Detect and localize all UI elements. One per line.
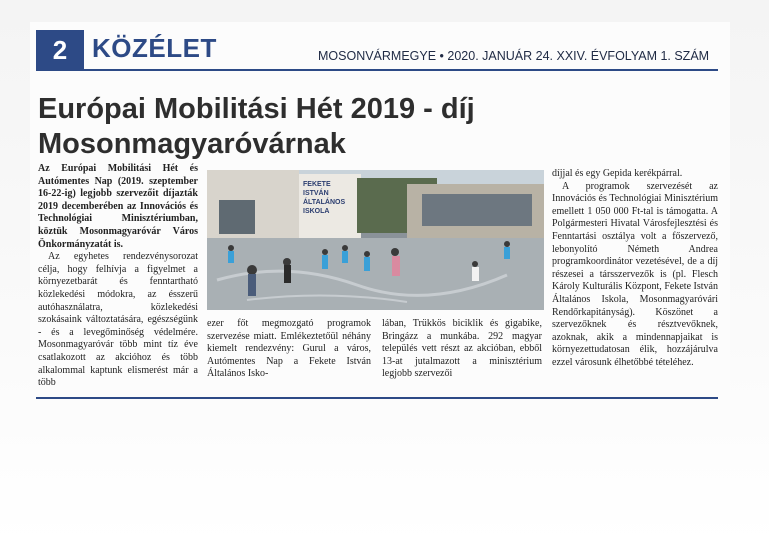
school-sign-line-3: ÁLTALÁNOS xyxy=(303,199,346,206)
header-rule xyxy=(36,69,718,71)
school-yard-photo xyxy=(207,170,544,310)
article-column-1 xyxy=(38,163,198,390)
article-lead: Az Európai Mobilitási Hét és Autómentes Nap (2019. szeptember 16-22-ig) legjobb szervezőit díjazták 2019 decemberében az Innovációs és Technológiai Minisztériumban, köztük Mosonmagyaróvár Város Önkormányzatát is. xyxy=(38,163,198,250)
article-column-2 xyxy=(207,318,371,381)
footer-rule xyxy=(36,397,718,399)
article-headline: Európai Mobilitási Hét 2019 - díj Mosonmagyaróvárnak xyxy=(38,93,475,160)
section-title: KÖZÉLET xyxy=(92,33,217,63)
article-body-3: lában, Trükkös biciklik és gigabike, Bringázz a munkába. 292 magyar település vett részt az akcióban, ebből 13-at jutalmazott a minisztérium legjobb szervezői xyxy=(382,318,542,380)
article-column-4 xyxy=(552,168,718,370)
school-sign-line-1: FEKETE xyxy=(303,181,331,188)
school-sign-line-4: ISKOLA xyxy=(303,208,330,215)
school-sign-line-2: ISTVÁN xyxy=(303,190,329,197)
article-body-1: Az egyhetes rendezvénysorozat célja, hogy felhívja a figyelmet a környezetbarát és fenntartható közlekedési módokra, az ésszerű autóhasználatra, közlekedési szokásaink változtatására, egészségünk - és a levegőminőség védelmére. Mosonmagyaróvár több mint tíz éve csatlakozott az akcióhoz és több alkalommal kaptunk elismerést már a több xyxy=(38,251,198,389)
article-body-4a: díjjal és egy Gepida kerékpárral. xyxy=(552,168,683,179)
page-number: 2 xyxy=(36,30,84,70)
article-photo xyxy=(207,170,544,310)
article-body-4b: A programok szervezését az Innovációs és Technológiai Minisztérium emellett 1 050 000 Ft-tal is támogatta. A Polgármesteri Hivatal Városfejlesztési és Fenntartási osztálya volt a főszervező, lebonyolító Németh Andrea programkoordinátor vezetésével, de a díj részesei a társszervezők is (pl. Flesch Károly Kulturális Központ, Fekete István Általános Iskola, Mosonmagyaróvári Rendőrkapitányság). Köszönet a szervezőknek és résztvevőknek, azoknak, akik a mindennapjaikat is környezettudatosan élik, hozzájárulva ezzel városunk élhetőbbé tételéhez. xyxy=(552,180,718,368)
masthead-info: MOSONVÁRMEGYE • 2020. JANUÁR 24. XXIV. ÉVFOLYAM 1. SZÁM xyxy=(318,49,710,63)
article-body-2: ezer főt megmozgató programok szervezése miatt. Emlékeztetőül néhány kiemelt rendezvény: Gurul a város, Autómentes Nap a Fekete István Általános Isko- xyxy=(207,318,371,380)
article-column-3 xyxy=(382,318,542,381)
